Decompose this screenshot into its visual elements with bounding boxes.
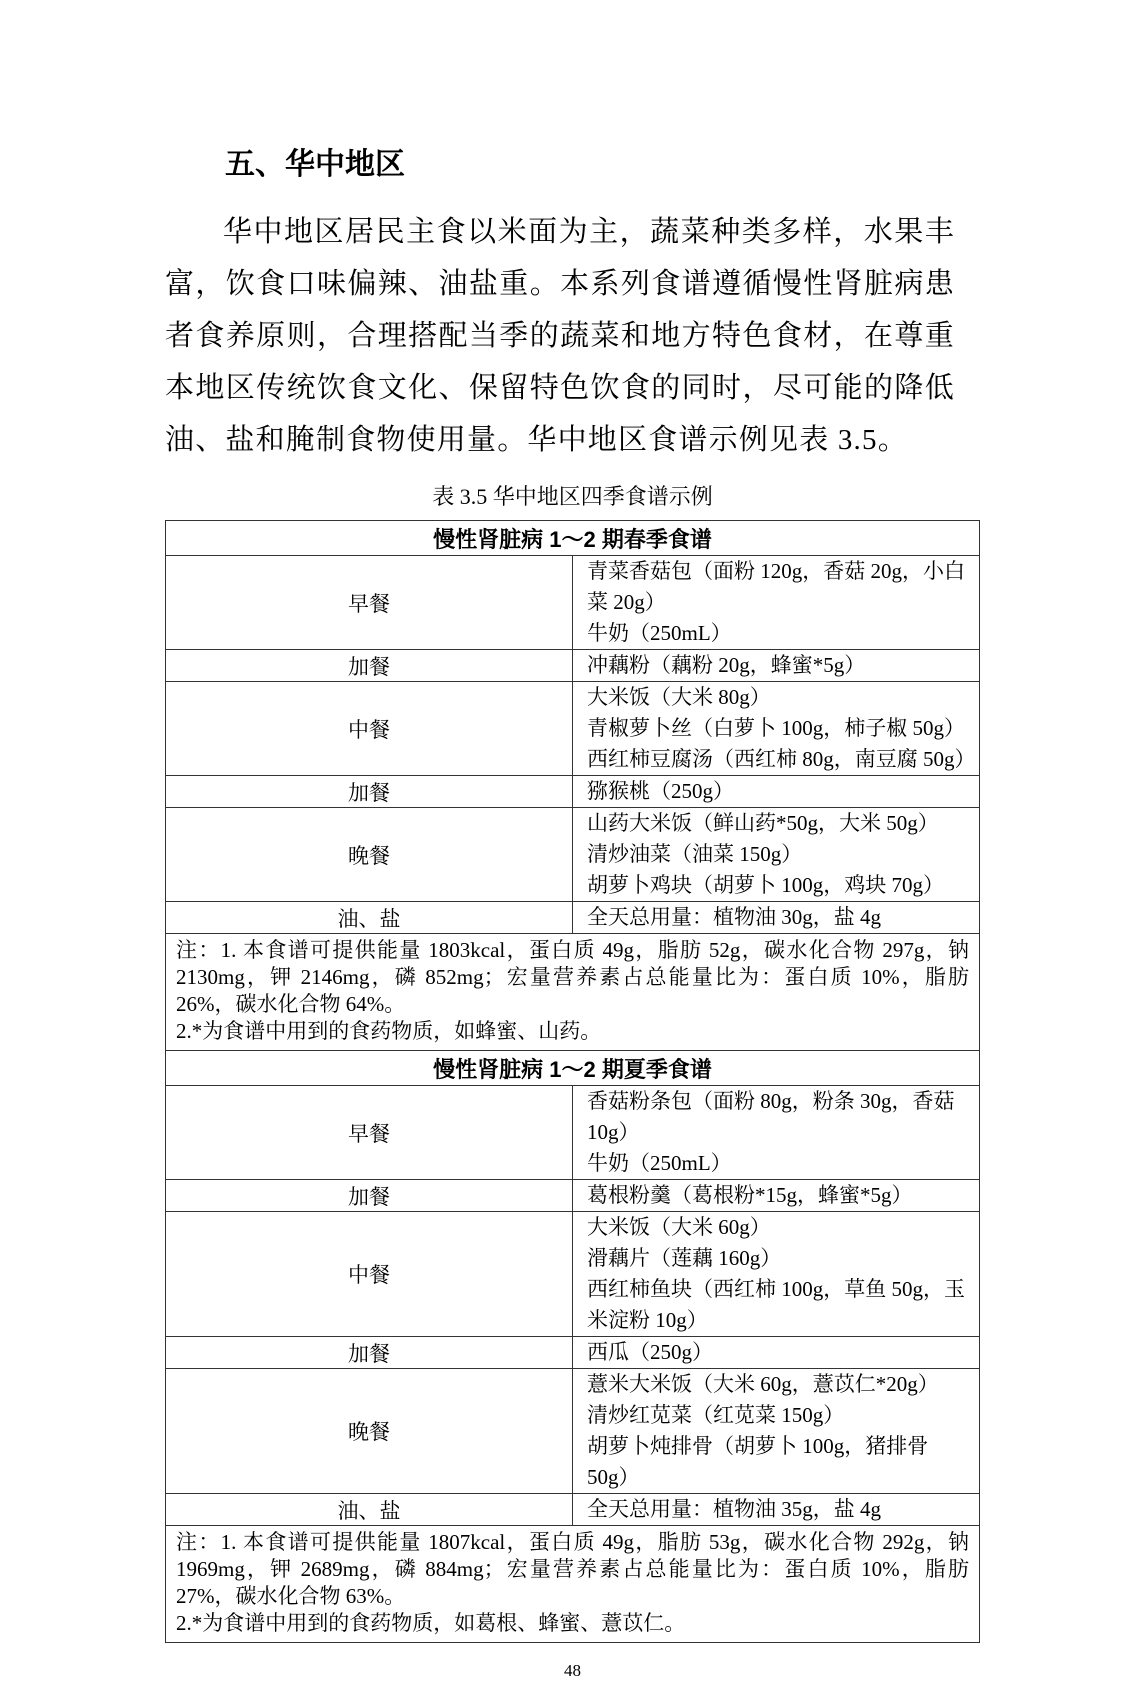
- meal-item: 胡萝卜鸡块（胡萝卜 100g，鸡块 70g）: [587, 873, 944, 897]
- meal-label: 晚餐: [166, 1369, 573, 1494]
- meal-label: 油、盐: [166, 1494, 573, 1526]
- meal-label: 早餐: [166, 556, 573, 650]
- note-line: 2.*为食谱中用到的食药物质，如蜂蜜、山药。: [176, 1019, 602, 1043]
- meal-item: 滑藕片（莲藕 160g）: [587, 1246, 782, 1270]
- meal-items: [573, 1369, 980, 1494]
- page-number: 48: [564, 1661, 581, 1680]
- meal-label: 加餐: [166, 1337, 573, 1369]
- season-header: 慢性肾脏病 1～2 期春季食谱: [166, 521, 980, 556]
- intro-paragraph: 华中地区居民主食以米面为主，蔬菜种类多样，水果丰富，饮食口味偏辣、油盐重。本系列食谱遵循慢性肾脏病患者食养原则，合理搭配当季的蔬菜和地方特色食材，在尊重本地区传统饮食文化、保留特色饮食的同时，尽可能的降低油、盐和腌制食物使用量。华中地区食谱示例见表 3.5。: [165, 216, 955, 456]
- meal-label: 中餐: [166, 682, 573, 776]
- meal-items: [573, 1212, 980, 1337]
- meal-items: [573, 650, 980, 682]
- meal-item: 西瓜（250g）: [587, 1340, 713, 1364]
- meal-item: 全天总用量：植物油 35g，盐 4g: [587, 1497, 881, 1521]
- meal-label: 油、盐: [166, 902, 573, 934]
- meal-items: [573, 902, 980, 934]
- meal-items: [573, 1180, 980, 1212]
- meal-item: 牛奶（250mL）: [587, 1151, 732, 1175]
- recipe-table: [165, 520, 980, 1643]
- recipe-note: [166, 934, 980, 1051]
- meal-items: [573, 776, 980, 808]
- meal-item: 全天总用量：植物油 30g，盐 4g: [587, 905, 881, 929]
- note-line: 2.*为食谱中用到的食药物质，如葛根、蜂蜜、薏苡仁。: [176, 1611, 686, 1635]
- meal-item: 胡萝卜炖排骨（胡萝卜 100g，猪排骨 50g）: [587, 1434, 929, 1489]
- note-line: 注：1. 本食谱可提供能量 1803kcal，蛋白质 49g，脂肪 52g，碳水化合物 297g，钠 2130mg，钾 2146mg，磷 852mg；宏量营养素占总能量比为：蛋白质 10%，脂肪 26%，碳水化合物 64%。: [176, 938, 969, 1016]
- meal-item: 牛奶（250mL）: [587, 621, 732, 645]
- meal-item: 猕猴桃（250g）: [587, 779, 734, 803]
- meal-label: 早餐: [166, 1086, 573, 1180]
- section-heading: 五、华中地区: [225, 148, 405, 181]
- meal-item: 大米饭（大米 80g）: [587, 685, 771, 709]
- meal-item: 薏米大米饭（大米 60g，薏苡仁*20g）: [587, 1372, 939, 1396]
- meal-items: [573, 682, 980, 776]
- meal-items: [573, 808, 980, 902]
- meal-item: 西红柿鱼块（西红柿 100g，草鱼 50g，玉米淀粉 10g）: [587, 1277, 965, 1332]
- meal-label: 晚餐: [166, 808, 573, 902]
- meal-item: 西红柿豆腐汤（西红柿 80g，南豆腐 50g）: [587, 747, 976, 771]
- meal-item: 香菇粉条包（面粉 80g，粉条 30g，香菇 10g）: [587, 1089, 955, 1144]
- recipe-note: [166, 1526, 980, 1643]
- meal-item: 大米饭（大米 60g）: [587, 1215, 771, 1239]
- meal-items: [573, 1337, 980, 1369]
- recipe-table-body: [166, 521, 980, 1643]
- meal-label: 加餐: [166, 650, 573, 682]
- season-header: 慢性肾脏病 1～2 期夏季食谱: [166, 1051, 980, 1086]
- meal-item: 清炒红苋菜（红苋菜 150g）: [587, 1403, 845, 1427]
- meal-item: 青椒萝卜丝（白萝卜 100g，柿子椒 50g）: [587, 716, 965, 740]
- meal-label: 加餐: [166, 776, 573, 808]
- meal-item: 清炒油菜（油菜 150g）: [587, 842, 803, 866]
- meal-item: 葛根粉羹（葛根粉*15g，蜂蜜*5g）: [587, 1183, 913, 1207]
- meal-item: 青菜香菇包（面粉 120g，香菇 20g，小白菜 20g）: [587, 559, 965, 614]
- meal-label: 中餐: [166, 1212, 573, 1337]
- meal-item: 冲藕粉（藕粉 20g，蜂蜜*5g）: [587, 653, 866, 677]
- meal-items: [573, 1086, 980, 1180]
- meal-item: 山药大米饭（鲜山药*50g，大米 50g）: [587, 811, 939, 835]
- meal-items: [573, 556, 980, 650]
- table-caption: 表 3.5 华中地区四季食谱示例: [432, 484, 713, 509]
- note-line: 注：1. 本食谱可提供能量 1807kcal，蛋白质 49g，脂肪 53g，碳水化合物 292g，钠 1969mg，钾 2689mg，磷 884mg；宏量营养素占总能量比为：蛋白质 10%，脂肪 27%，碳水化合物 63%。: [176, 1530, 969, 1608]
- meal-label: 加餐: [166, 1180, 573, 1212]
- meal-items: [573, 1494, 980, 1526]
